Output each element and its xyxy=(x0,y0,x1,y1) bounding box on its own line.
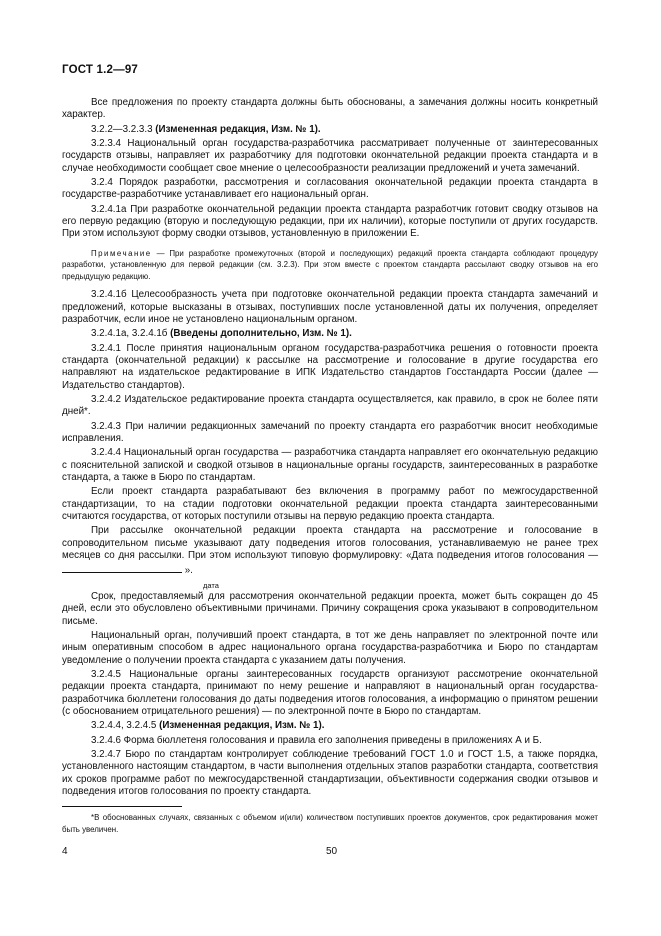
paragraph: 3.2.4.4 Национальный орган государства — разработчика стандарта направляет его окончательную редакцию с пояснительной запиской и сводкой отзывов в национальные органы государств, заинтересованных в разработке стандарта, а также в Бюро по стандартам. xyxy=(62,447,598,484)
date-blank xyxy=(62,563,182,573)
paragraph: 3.2.4.3 При наличии редакционных замечаний по проекту стандарта его разработчик вносит необходимые исправления. xyxy=(62,420,598,445)
clause-number: 3.2.2—3.2.3.3 xyxy=(91,123,156,135)
note-label: Примечание xyxy=(91,248,152,258)
footnote-divider xyxy=(62,806,182,807)
paragraph-text: ». xyxy=(182,564,193,576)
paragraph: 3.2.4 Порядок разработки, рассмотрения и согласования окончательной редакции проекта стандарта в государстве-разработчике устанавливает его национальный орган. xyxy=(62,177,598,201)
paragraph xyxy=(62,525,598,576)
footnote: *В обоснованных случаях, связанных с объемом и(или) количеством поступивших проектов документов, срок редактирования может быть увеличен. xyxy=(62,813,598,834)
paragraph: 3.2.4.6 Форма бюллетеня голосования и правила его заполнения приведены в приложениях А и Б. xyxy=(91,734,542,746)
note xyxy=(62,248,598,283)
sheet-number: 50 xyxy=(326,846,338,857)
paragraph: 3.2.3.4 Национальный орган государства-разработчика рассматривает полученные от заинтересованных государств отзывы, направляет их разработчику для подготовки окончательной редакции проекта стандарта и в случае необходимости сообщает свое мнение о целесообразности реализации предложений и учета замечаний. xyxy=(62,138,598,174)
document-header: ГОСТ 1.2—97 xyxy=(62,64,139,76)
note-text: — При разработке промежуточных (второй и последующих) редакций проекта стандарта соблюдают процедуру разработки, установленную для первой редакции (см. 3.2.3). При этом вместе с проектом стандарта рассылают сводку отзывов на его предыдущую редакцию. xyxy=(62,248,598,281)
paragraph xyxy=(62,124,598,136)
paragraph-text: При рассылке окончательной редакции проекта стандарта на рассмотрение и голосование в сопроводительном письме указывают дату подведения итогов голосования, устанавливаемую не ранее трех месяцев со дня рассылки. При этом используют типовую формулировку: «Дата подведения итогов голосования — xyxy=(62,525,598,562)
paragraph xyxy=(62,720,598,732)
paragraph: 3.2.4.5 Национальные органы заинтересованных государств организуют рассмотрение окончательной редакции проекта стандарта, принимают по нему решение и направляют в национальный орган государства-разработчика бюллетени голосования до даты подведения итогов голосования, а информацию о принятом решении (с обоснованием отрицательного решения) — по электронной почте в Бюро по стандартам. xyxy=(62,668,598,717)
amendment-note: (Измененная редакция, Изм. № 1). xyxy=(159,720,325,732)
paragraph: Национальный орган, получивший проект стандарта, в тот же день направляет по электронной почте или иным оперативным способом в адрес национального органа государства-разработчика и Бюро по стандартам уведомление о получении проекта стандарта с указанием даты получения. xyxy=(62,629,598,666)
document-body xyxy=(62,97,598,835)
amendment-note: (Введены дополнительно, Изм. № 1). xyxy=(170,328,352,340)
paragraph: 3.2.4.1 После принятия национальным органом государства-разработчика решения о готовности проекта стандарта (окончательной редакции) к рассылке на рассмотрение и голосование в другие государства его направляют на издательское редактирование в ИПК Издательство стандартов Госстандарта России (далее — Издательство стандартов). xyxy=(62,342,598,391)
paragraph: 3.2.4.7 Бюро по стандартам контролирует соблюдение требований ГОСТ 1.0 и ГОСТ 1.5, а также порядка, установленного настоящим стандартом, в части выполнения отдельных этапов разработки стандарта, соответствия их сроков программе работ по межгосударственной стандартизации, объективности содержания сводки отзывов и подведения итогов голосования по проекту стандарта. xyxy=(62,748,598,797)
clause-number: 3.2.4.4, 3.2.4.5 xyxy=(91,720,160,732)
amendment-note: (Измененная редакция, Изм. № 1). xyxy=(155,123,321,135)
paragraph: 3.2.4.2 Издательское редактирование проекта стандарта осуществляется, как правило, в срок не более пяти дней*. xyxy=(62,394,598,418)
paragraph: 3.2.4.1а При разработке окончательной редакции проекта стандарта разработчик готовит сводку отзывов на его первую редакцию (вторую и последующую редакции, при их наличии), которые поступили от других государств. При этом используют форму сводки отзывов, установленную в приложении Е. xyxy=(62,203,598,240)
clause-number: 3.2.4.1а, 3.2.4.1б xyxy=(91,328,171,340)
date-caption-text: дата xyxy=(203,580,219,590)
date-caption xyxy=(62,579,598,591)
paragraph: Все предложения по проекту стандарта должны быть обоснованы, а замечания должны носить конкретный характер. xyxy=(62,97,598,121)
paragraph xyxy=(62,328,598,340)
paragraph: 3.2.4.1б Целесообразность учета при подготовке окончательной редакции проекта стандарта замечаний и предложений, которые высказаны в отзывах, поступивших после установленной даты их получения, определяет разработчик, если иное не установлено национальным органом. xyxy=(62,289,598,325)
page-number: 4 xyxy=(62,846,68,857)
paragraph: Если проект стандарта разрабатывают без включения в программу работ по межгосударственной стандартизации, то на стадии подготовки окончательной редакции проекта стандарта заинтересованными считаются государства, от которых поступили отзывы на первую редакцию проекта стандарта. xyxy=(62,486,598,523)
paragraph: Срок, предоставляемый для рассмотрения окончательной редакции проекта, может быть сокращен до 45 дней, если это обусловлено объективными причинами. Причину сокращения срока указывают в сопроводительном письме. xyxy=(62,590,598,627)
